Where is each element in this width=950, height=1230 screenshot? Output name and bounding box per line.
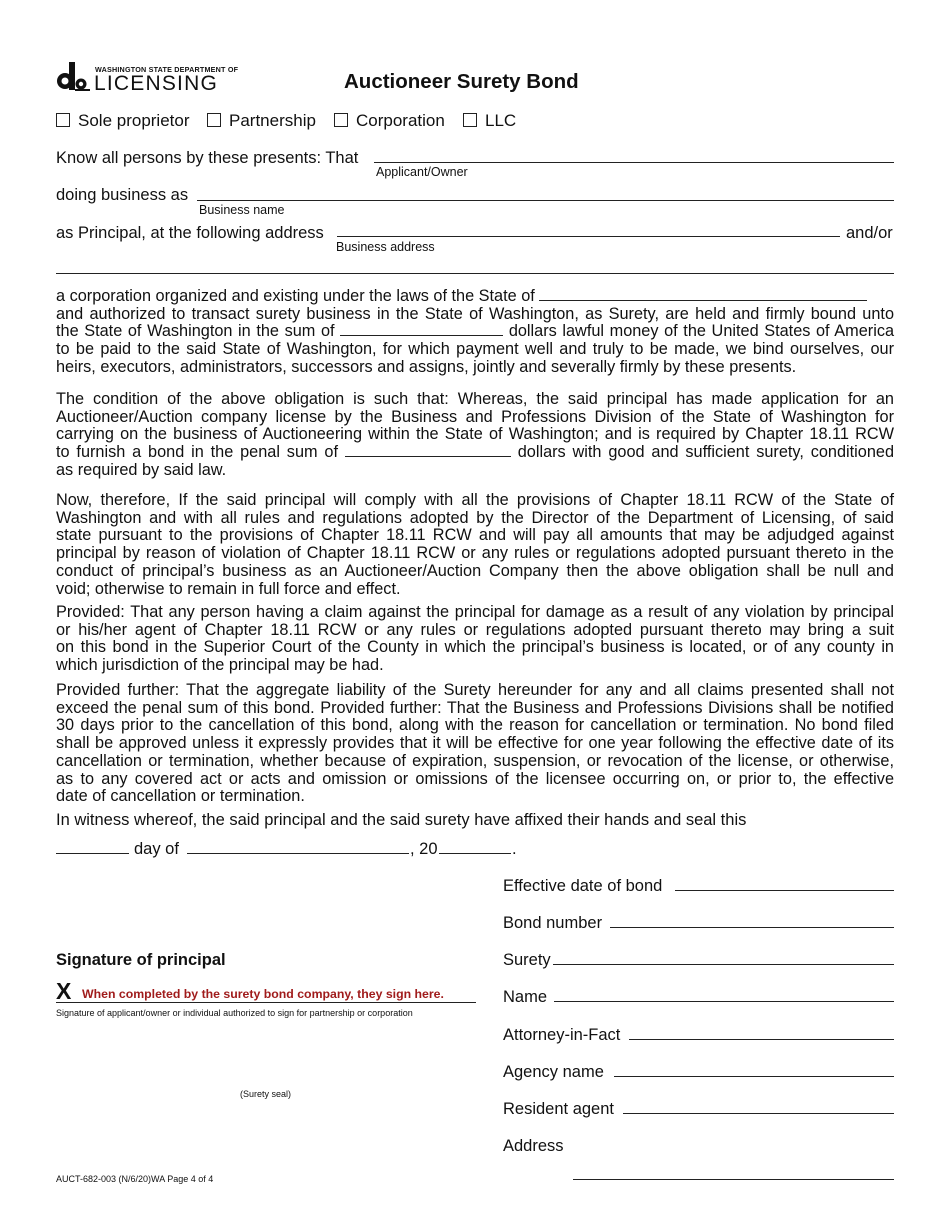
month-line[interactable] [187, 853, 409, 854]
page-title: Auctioneer Surety Bond [344, 70, 579, 93]
effective-date-line[interactable] [675, 890, 894, 891]
name-line[interactable] [554, 1001, 894, 1002]
year-line[interactable] [439, 853, 511, 854]
option-sole-proprietor[interactable]: Sole proprietor [56, 111, 190, 131]
agency-name-label: Agency name [503, 1063, 604, 1081]
state-of-incorporation-line[interactable] [539, 288, 867, 301]
bond-sum-line[interactable] [340, 323, 503, 336]
paragraph-5: Provided further: That the aggregate liability of the Surety hereunder for any and all claims presented shall not exceed the penal sum of this bond. Provided further: That the Business and Professions Divisions shall be notified 30 days prior to the cancellation of this bond, along with the reason for cancellation or termination. No bond filed shall be approved unless it expressly provides that it will be effective for one year following the effective date of its cancellation or termination, whether because of expiration, suspension, or revocation of the license, or otherwise, as to any covered act or acts and omission or omissions of the licensee occurring on, or prior to, the effective date of cancellation or termination. [56, 681, 894, 806]
attorney-line[interactable] [629, 1039, 894, 1040]
bond-number-label: Bond number [503, 914, 603, 932]
checkbox-icon[interactable] [334, 113, 348, 127]
bond-number-line[interactable] [610, 927, 894, 928]
year-prefix-label: , 20 [410, 840, 438, 858]
attorney-label: Attorney-in-Fact [503, 1026, 621, 1044]
address-continuation-line[interactable] [56, 273, 894, 274]
period-label: . [512, 840, 517, 858]
witness-text: In witness whereof, the said principal and the said surety have affixed their hands and seal this [56, 811, 747, 829]
day-of-label: day of [134, 840, 179, 858]
signature-heading: Signature of principal [56, 951, 226, 969]
business-name-line[interactable] [197, 200, 894, 201]
paragraph-3: Now, therefore, If the said principal will comply with all the provisions of Chapter 18.11 RCW of the State of Washington and with all rules and regulations adopted by the Director of the Department of Licensing, of said state pursuant to the provisions of Chapter 18.11 RCW and will pay all amounts that may be adjudged against principal by reason of violation of Chapter 18.11 RCW or any rules or regulations adopted pursuant thereto in the conduct of principal’s business as an Auctioneer/Auction Company then the above obligation shall be null and void; otherwise to remain in full force and effect. [56, 491, 894, 598]
effective-date-label: Effective date of bond [503, 877, 663, 895]
surety-sign-note: When completed by the surety bond company, they sign here. [82, 987, 444, 1001]
business-address-line[interactable] [337, 236, 840, 237]
know-all-label: Know all persons by these presents: That [56, 149, 359, 167]
principal-signature-line[interactable] [56, 1002, 476, 1003]
principal-address-label: as Principal, at the following address [56, 224, 324, 242]
address-line[interactable] [573, 1179, 894, 1180]
dol-logo-mark-icon [56, 62, 90, 92]
checkbox-icon[interactable] [207, 113, 221, 127]
agency-name-line[interactable] [614, 1076, 894, 1077]
applicant-caption: Applicant/Owner [376, 165, 468, 179]
andor-label: and/or [846, 224, 893, 242]
surety-label: Surety [503, 951, 551, 969]
business-address-caption: Business address [336, 240, 435, 254]
option-corporation[interactable]: Corporation [334, 111, 445, 131]
logo-small-text: WASHINGTON STATE DEPARTMENT OF [95, 65, 239, 74]
dol-logo [56, 62, 239, 95]
surety-seal-label: (Surety seal) [240, 1089, 292, 1099]
checkbox-icon[interactable] [463, 113, 477, 127]
option-llc[interactable]: LLC [463, 111, 516, 131]
resident-agent-line[interactable] [623, 1113, 894, 1114]
form-id: AUCT-682-003 (N/6/20)WA Page 4 of 4 [56, 1174, 214, 1184]
checkbox-icon[interactable] [56, 113, 70, 127]
address-label: Address [503, 1137, 564, 1155]
signature-caption: Signature of applicant/owner or individual authorized to sign for partnership or corporation [56, 1008, 413, 1018]
resident-agent-label: Resident agent [503, 1100, 614, 1118]
business-name-caption: Business name [199, 203, 285, 217]
penal-sum-line[interactable] [345, 444, 511, 457]
dba-label: doing business as [56, 186, 189, 204]
paragraph-4: Provided: That any person having a claim against the principal for damage as a result of any violation by principal or his/her agent of Chapter 18.11 RCW or any rules or regulations adopted pursuant thereto may bring a suit on this bond in the Superior Court of the County in which the principal’s business is located, or of any county in which jurisdiction of the principal may be had. [56, 603, 894, 675]
surety-line[interactable] [553, 964, 894, 965]
name-label: Name [503, 988, 548, 1006]
logo-big-text: LICENSING [94, 72, 218, 95]
option-partnership[interactable]: Partnership [207, 111, 316, 131]
sign-x-mark: X [56, 978, 72, 1004]
applicant-owner-line[interactable] [374, 162, 894, 163]
day-line[interactable] [56, 853, 129, 854]
paragraph-1: a corporation organized and existing under the laws of the State of and authorized to transact surety business in the State of Washington, as Surety, are held and firmly bound unto the State of Washington in the sum of dollars lawful money of the United States of America to be paid to the said State of Washington, for which payment well and truly to be made, we bind ourselves, our heirs, executors, administrators, successors and assigns, jointly and severally firmly by these presents. [56, 287, 895, 376]
paragraph-2: The condition of the above obligation is such that: Whereas, the said principal has made application for an Auctioneer/Auction company license by the Business and Professions Division of the State of Washington for carrying on the business of Auctioneering within the State of Washington; and is required by Chapter 18.11 RCW to furnish a bond in the penal sum of dollars with good and sufficient surety, conditioned as required by said law. [56, 390, 894, 479]
